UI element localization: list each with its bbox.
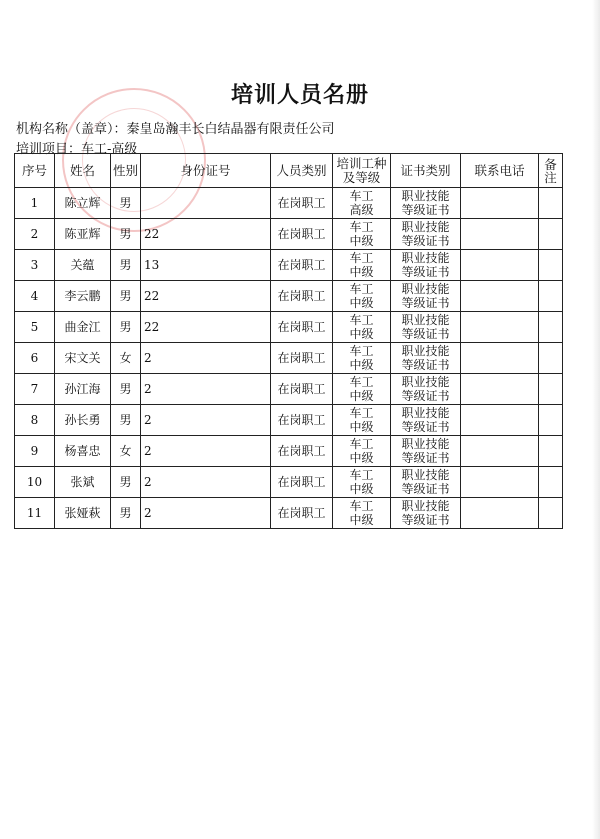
row-trade-level: 中级 [349,234,374,248]
row-id-text: 22 [144,289,160,303]
row-name: 曲金江 [55,312,111,343]
row-remark [539,250,563,281]
row-id-text: 2 [144,475,152,489]
row-phone [461,467,539,498]
row-personnel-category: 在岗职工 [271,188,333,219]
header-phone: 联系电话 [461,154,539,188]
row-id-number [141,498,271,529]
trainee-roster-table [14,153,563,529]
row-seq: 1 [15,188,55,219]
row-personnel-category: 在岗职工 [271,467,333,498]
row-id-text: 2 [144,413,152,427]
row-gender: 男 [111,467,141,498]
row-cert-line2: 等级证书 [401,296,450,310]
row-id-number [141,405,271,436]
row-gender: 男 [111,312,141,343]
row-cert-line2: 等级证书 [401,234,450,248]
row-gender: 男 [111,188,141,219]
row-phone [461,498,539,529]
row-gender: 男 [111,250,141,281]
row-seq: 2 [15,219,55,250]
row-cert-line1: 职业技能 [401,282,450,296]
row-id-number [141,343,271,374]
row-trade-level: 中级 [349,482,374,496]
header-training-trade [333,154,391,188]
header-name: 姓名 [55,154,111,188]
row-trade-level: 中级 [349,358,374,372]
table-row [15,405,563,436]
row-training-trade [333,467,391,498]
header-gender: 性别 [111,154,141,188]
row-trade-name: 车工 [349,251,374,265]
row-personnel-category: 在岗职工 [271,219,333,250]
row-training-trade [333,219,391,250]
row-trade-name: 车工 [349,282,374,296]
row-phone [461,312,539,343]
row-phone [461,374,539,405]
row-id-text: 2 [144,351,152,365]
row-trade-level: 中级 [349,451,374,465]
row-id-text: 22 [144,320,160,334]
row-seq: 11 [15,498,55,529]
row-training-trade [333,405,391,436]
row-cert-line1: 职业技能 [401,313,450,327]
row-cert-line2: 等级证书 [401,451,450,465]
row-gender: 男 [111,374,141,405]
row-gender: 女 [111,343,141,374]
row-cert-line2: 等级证书 [401,327,450,341]
row-remark [539,281,563,312]
document-title: 培训人员名册 [230,82,369,108]
row-id-number [141,219,271,250]
organization-line [16,118,335,137]
row-training-trade [333,312,391,343]
row-phone [461,250,539,281]
row-remark [539,312,563,343]
row-training-trade [333,343,391,374]
row-cert-line2: 等级证书 [401,358,450,372]
row-name: 关蕴 [55,250,111,281]
row-id-number [141,467,271,498]
row-gender: 男 [111,281,141,312]
row-phone [461,343,539,374]
row-name: 宋文关 [55,343,111,374]
row-seq: 10 [15,467,55,498]
row-cert-line2: 等级证书 [401,389,450,403]
row-certificate-type [391,343,461,374]
row-id-number [141,436,271,467]
table-row [15,250,563,281]
table-row [15,498,563,529]
row-certificate-type [391,405,461,436]
row-cert-line1: 职业技能 [401,437,450,451]
row-training-trade [333,498,391,529]
row-cert-line1: 职业技能 [401,468,450,482]
row-certificate-type [391,250,461,281]
table-row [15,219,563,250]
row-cert-line2: 等级证书 [401,482,450,496]
row-name: 张斌 [55,467,111,498]
row-cert-line1: 职业技能 [401,220,450,234]
row-id-text: 13 [144,258,160,272]
row-seq: 7 [15,374,55,405]
row-cert-line2: 等级证书 [401,420,450,434]
table-row [15,281,563,312]
row-trade-name: 车工 [349,406,374,420]
organization-label: 机构名称（盖章）： [16,122,127,137]
header-trade-line1: 培训工种 [336,155,387,171]
row-seq: 9 [15,436,55,467]
row-certificate-type [391,312,461,343]
row-gender: 男 [111,405,141,436]
row-phone [461,281,539,312]
row-name: 杨喜忠 [55,436,111,467]
row-personnel-category: 在岗职工 [271,343,333,374]
row-id-number [141,312,271,343]
row-seq: 3 [15,250,55,281]
row-seq: 4 [15,281,55,312]
row-cert-line1: 职业技能 [401,344,450,358]
row-personnel-category: 在岗职工 [271,374,333,405]
table-body [15,188,563,529]
row-remark [539,343,563,374]
row-certificate-type [391,467,461,498]
table-row [15,374,563,405]
row-trade-name: 车工 [349,468,374,482]
row-seq: 6 [15,343,55,374]
row-certificate-type [391,374,461,405]
row-personnel-category: 在岗职工 [271,312,333,343]
row-cert-line2: 等级证书 [401,513,450,527]
row-trade-level: 中级 [349,296,374,310]
scan-shadow-edge [592,0,600,839]
row-phone [461,436,539,467]
row-cert-line1: 职业技能 [401,375,450,389]
row-phone [461,188,539,219]
row-remark [539,188,563,219]
row-trade-level: 中级 [349,327,374,341]
row-name: 孙长勇 [55,405,111,436]
row-trade-name: 车工 [349,189,374,203]
row-certificate-type [391,188,461,219]
row-personnel-category: 在岗职工 [271,436,333,467]
table-row [15,343,563,374]
row-name: 张娅萩 [55,498,111,529]
row-name: 孙江海 [55,374,111,405]
row-training-trade [333,281,391,312]
row-trade-name: 车工 [349,220,374,234]
row-trade-level: 中级 [349,420,374,434]
table-row [15,467,563,498]
table-header-row [15,154,563,188]
row-phone [461,405,539,436]
row-phone [461,219,539,250]
row-id-number [141,281,271,312]
row-gender: 女 [111,436,141,467]
row-personnel-category: 在岗职工 [271,250,333,281]
row-trade-level: 中级 [349,513,374,527]
row-certificate-type [391,219,461,250]
row-trade-level: 中级 [349,265,374,279]
header-trade-line2: 及等级 [342,169,381,185]
row-training-trade [333,250,391,281]
organization-name: 秦皇岛瀚丰长白结晶器有限责任公司 [126,122,335,137]
row-cert-line1: 职业技能 [401,499,450,513]
row-id-number [141,250,271,281]
row-seq: 8 [15,405,55,436]
row-training-trade [333,374,391,405]
row-remark [539,374,563,405]
row-trade-name: 车工 [349,499,374,513]
training-project-label: 培训项目： [16,142,82,157]
row-cert-line2: 等级证书 [401,203,450,217]
header-remark-line2: 注 [544,169,557,185]
row-trade-level: 高级 [349,203,374,217]
row-trade-name: 车工 [349,344,374,358]
header-remark-line1: 备 [544,156,557,172]
row-personnel-category: 在岗职工 [271,405,333,436]
training-project-value: 车工-高级 [81,142,138,157]
table-row [15,312,563,343]
row-training-trade [333,188,391,219]
row-gender: 男 [111,498,141,529]
row-trade-level: 中级 [349,389,374,403]
row-id-number [141,188,271,219]
row-remark [539,436,563,467]
row-personnel-category: 在岗职工 [271,281,333,312]
row-name: 李云鹏 [55,281,111,312]
row-id-text: 2 [144,382,152,396]
row-cert-line1: 职业技能 [401,251,450,265]
row-remark [539,498,563,529]
header-personnel-category: 人员类别 [271,154,333,188]
row-id-text: 2 [144,444,152,458]
row-training-trade [333,436,391,467]
row-cert-line1: 职业技能 [401,189,450,203]
row-seq: 5 [15,312,55,343]
header-certificate-type: 证书类别 [391,154,461,188]
row-trade-name: 车工 [349,437,374,451]
row-certificate-type [391,498,461,529]
row-id-number [141,374,271,405]
row-gender: 男 [111,219,141,250]
row-id-text: 22 [144,227,160,241]
row-trade-name: 车工 [349,375,374,389]
row-cert-line1: 职业技能 [401,406,450,420]
header-remark [539,154,563,188]
row-remark [539,405,563,436]
table-row [15,188,563,219]
header-id-number: 身份证号 [141,154,271,188]
row-cert-line2: 等级证书 [401,265,450,279]
row-certificate-type [391,281,461,312]
row-name: 陈亚辉 [55,219,111,250]
row-remark [539,219,563,250]
row-id-text: 2 [144,506,152,520]
table-row [15,436,563,467]
row-personnel-category: 在岗职工 [271,498,333,529]
row-trade-name: 车工 [349,313,374,327]
row-name: 陈立辉 [55,188,111,219]
row-remark [539,467,563,498]
row-certificate-type [391,436,461,467]
header-seq: 序号 [15,154,55,188]
